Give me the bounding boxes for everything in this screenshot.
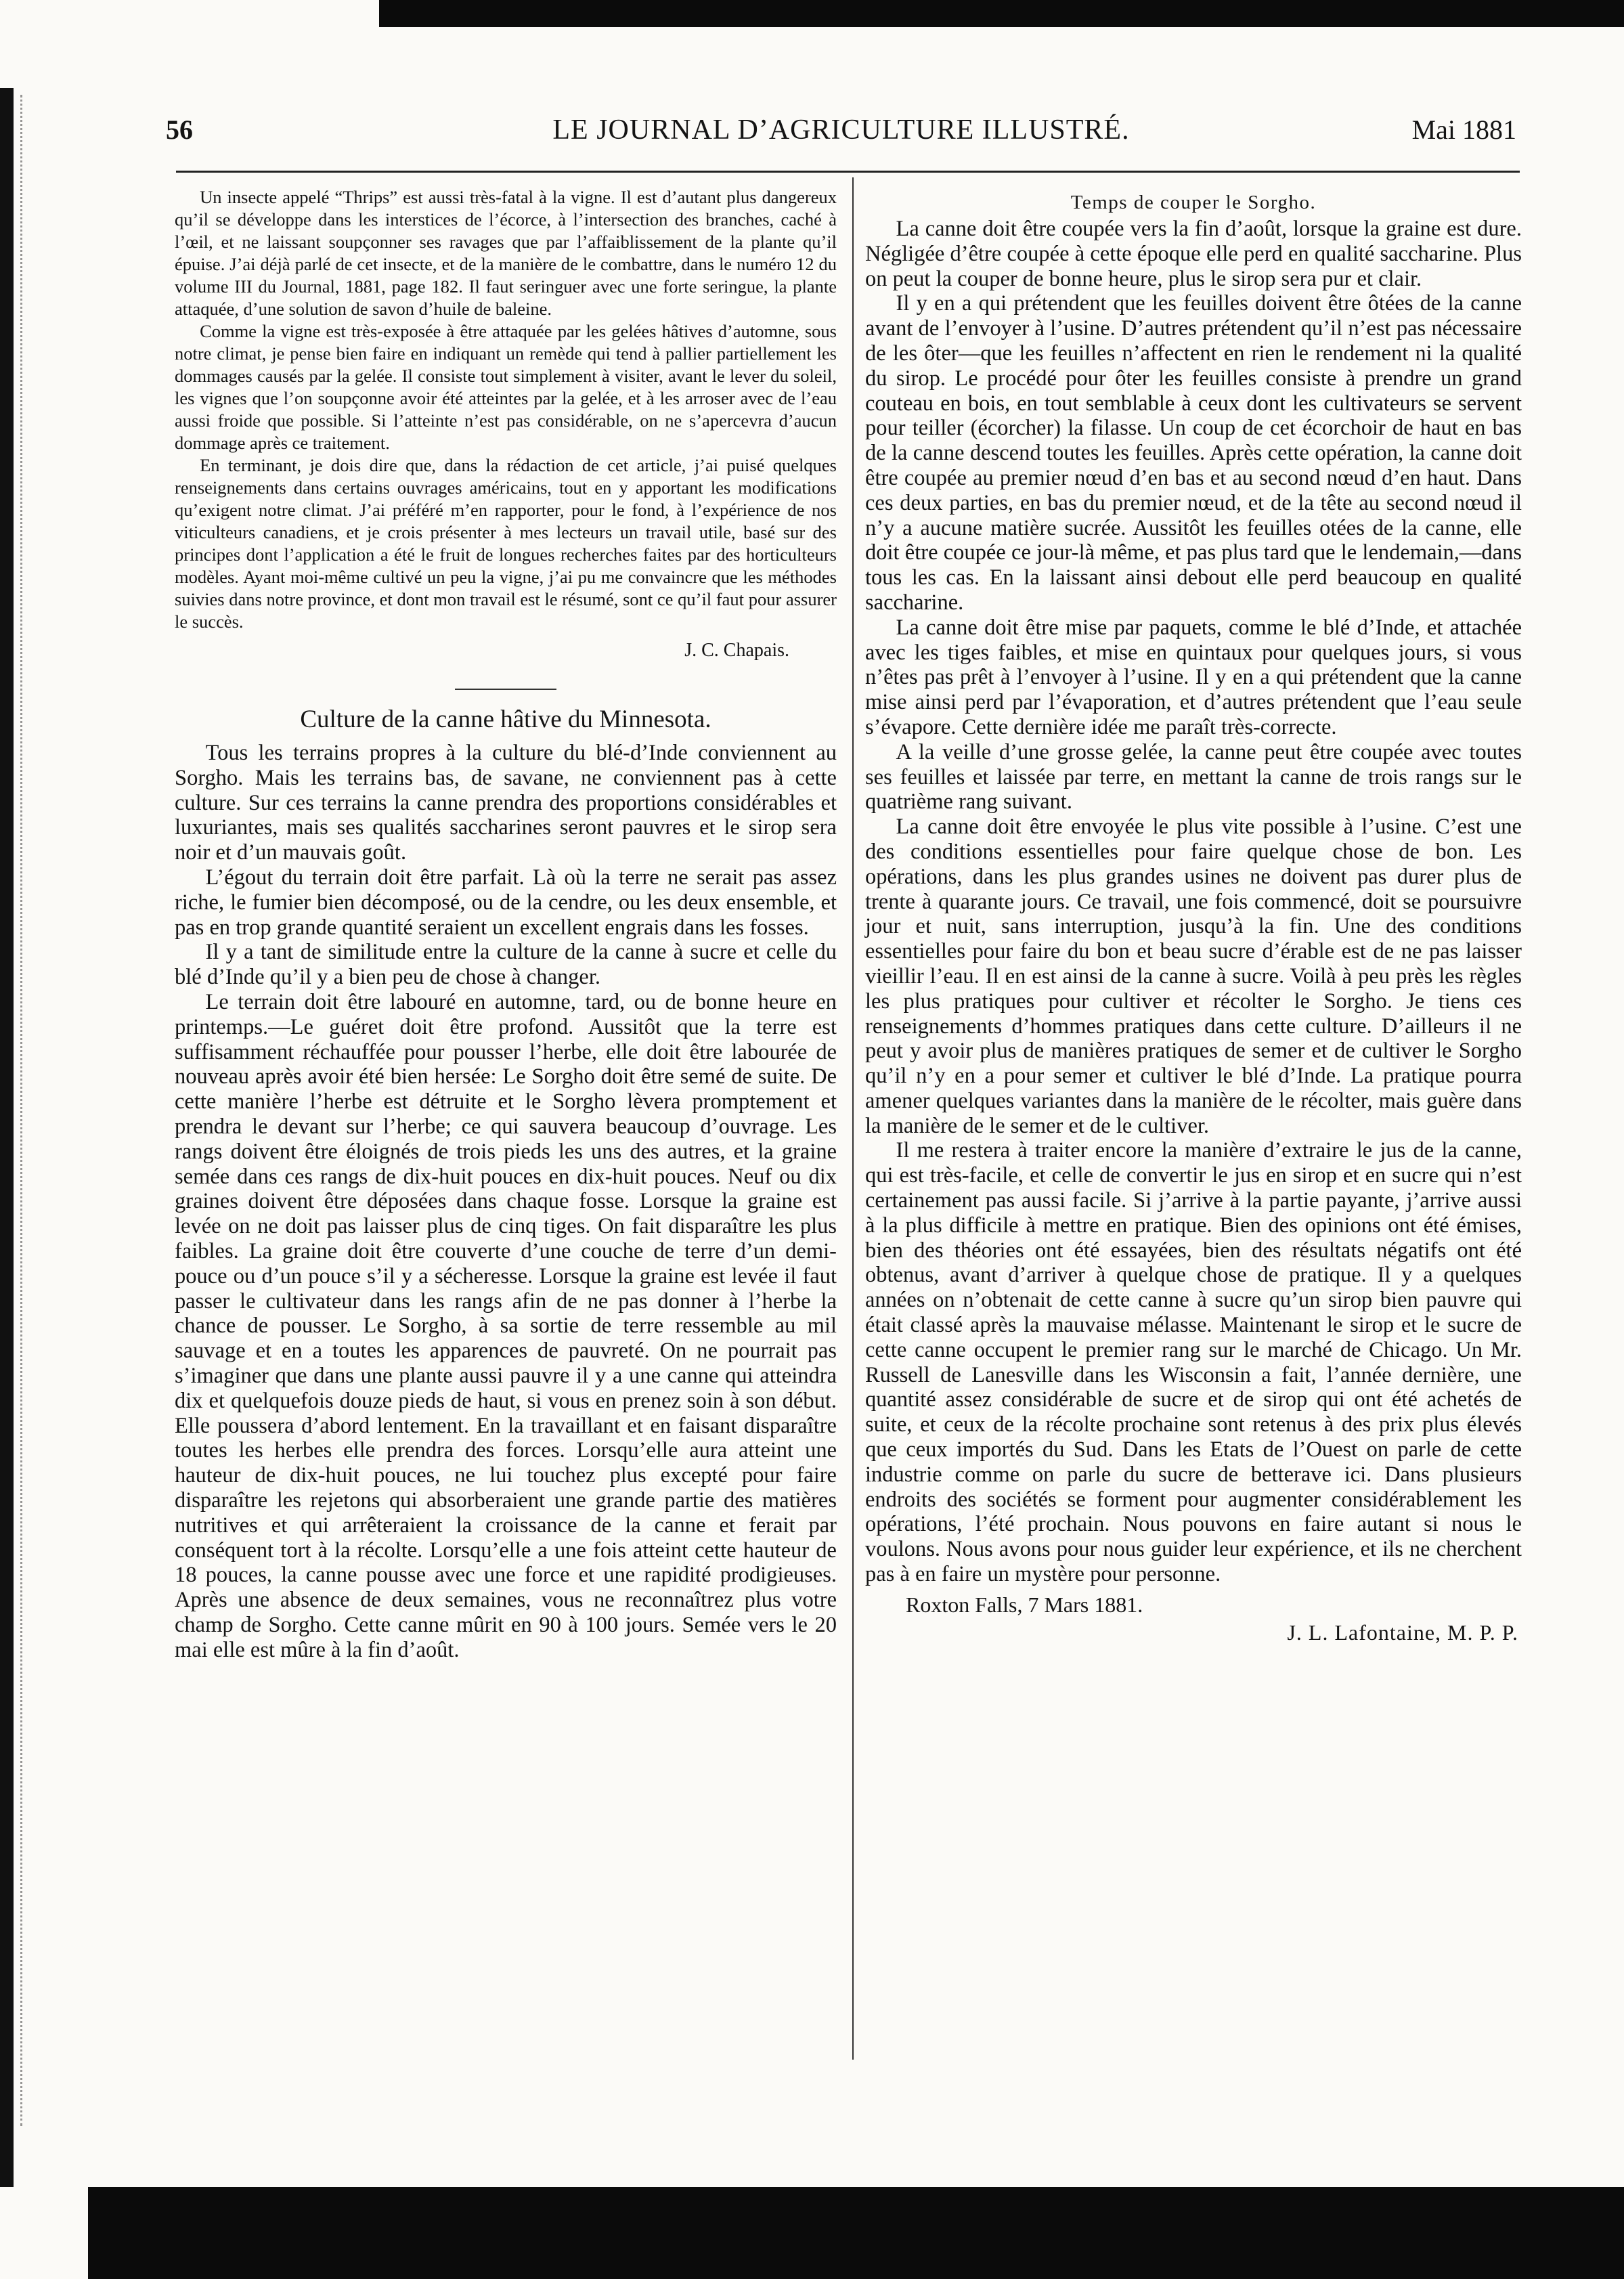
scan-border-left <box>0 88 14 2187</box>
section-body <box>865 217 1522 1587</box>
intro-signature: J. C. Chapais. <box>684 640 789 661</box>
article-paragraph: Le terrain doit être labouré en automne, tard, ou de bonne heure en printemps.—Le guéret doit être profond. Aussitôt que la terre est suffisamment réchauffée pour pousser l’herbe, elle doit être labourée de nouveau après avoir été bien hersée: Le Sorgho doit être semé de suite. De cette manière l’herbe est détruite et le Sorgho lèvera promptement et prendra le devant sur l’herbe; ce qui sauvera beaucoup d’ouvrage. Les rangs doivent être éloignés de trois pieds les uns des autres, et la graine semée dans ces rangs de dix-huit pouces en dix-huit pouces. Neuf ou dix graines doivent être déposées dans chaque fosse. Lorsque la graine est levée on ne doit pas laisser plus de cinq tiges. On fait disparaître les plus faibles. La graine doit être couverte d’une couche de terre d’un demi-pouce ou d’un pouce s’il y a sécheresse. Lorsque la graine est levée il faut passer le cultivateur dans les rangs afin de ne pas donner à l’herbe la chance de pousser. Le Sorgho, à sa sortie de terre ressemble au mil sauvage et en a toutes les apparences de pauvreté. On ne pourrait pas s’imaginer que dans une plante aussi pauvre il y a une canne qui atteindra dix et quelquefois douze pieds de haut, si vous en prenez soin à son début. Elle poussera d’abord lentement. En la travaillant et en faisant disparaître toutes les herbes elle prendra des forces. Lorsqu’elle aura atteint une hauteur de dix-huit pouces, ne lui touchez plus excepté pour faire disparaître les rejetons qui absorberaient une grande partie des matières nutritives et qui arrêteraient la croissance de la canne et ferait par conséquent tort à la récolte. Lorsqu’elle a une fois atteint cette hauteur de 18 pouces, la canne pousse avec une force et une rapidité prodigieuses. Après une absence de deux semaines, vous ne reconnaîtrez plus votre champ de Sorgho. Cette canne mûrit en 90 à 100 jours. Semée vers le 20 mai elle est mûre à la fin d’août. <box>175 989 837 1662</box>
intro-paragraph: Un insecte appelé “Thrips” est aussi très-fatal à la vigne. Il est d’autant plus dangereux qu’il se développe dans les interstices de l’écorce, à l’intersection des branches, caché à l’œil, et ne laissant soupçonner ses ravages que par l’affaiblissement de la plante qu’il épuise. J’ai déjà parlé de cet insecte, et de la manière de le combattre, dans le numéro 12 du volume III du Journal, 1881, page 182. Il faut seringuer avec une forte seringue, la plante attaquée, d’une solution de savon d’huile de baleine. <box>175 187 837 319</box>
page-number: 56 <box>166 114 193 145</box>
article-divider <box>455 689 556 690</box>
scan-border-bottom <box>88 2187 1624 2279</box>
header-rule <box>176 171 1520 173</box>
intro-paragraph: En terminant, je dois dire que, dans la rédaction de cet article, j’ai puisé quelques renseignements dans certains ouvrages américains, tout en y apportant les modifications qu’exigent notre climat. J’ai préféré m’en rapporter, pour le fond, à l’expérience de nos viticulteurs canadiens, et je crois présenter à mes lecteurs un travail utile, basé sur des principes dont l’application a été le fruit de longues recherches faites par des horticulteurs modèles. Ayant moi-même cultivé un peu la vigne, j’ai pu me convaincre que les méthodes suivies dans notre province, et dont mon travail est le résumé, sont ce qu’il faut pour assurer le succès. <box>175 455 837 632</box>
dateline: Roxton Falls, 7 Mars 1881. <box>906 1592 1143 1617</box>
scan-border-top <box>379 0 1624 27</box>
intro-article <box>175 186 837 661</box>
section-paragraph: Il y en a qui prétendent que les feuilles doivent être ôtées de la canne avant de l’envoyer à l’usine. D’autres prétendent qu’il n’est pas nécessaire de les ôter—que les feuilles n’affectent en rien le rendement ni la qualité du sirop. Le procédé pour ôter les feuilles consiste à prendre un grand couteau en bois, en tout semblable à ceux dont les cultivateurs se servent pour teiller (écorcher) la filasse. Un coup de cet écorchoir de haut en bas de la canne descend toutes les feuilles. Après cette opération, la canne doit être coupée au premier nœud d’en bas et au second nœud d’en haut. Dans ces deux parties, en bas du premier nœud, et de la tête au second nœud il n’y a aucune matière sucrée. Aussitôt les feuilles otées de la canne, elle doit être coupée ce jour-là même, et pas plus tard que le lendemain,—dans tous les cas. En la laissant ainsi debout elle perd beaucoup en qualité saccharine. <box>865 291 1522 615</box>
intro-paragraph: Comme la vigne est très-exposée à être attaquée par les gelées hâtives d’automne, sous notre climat, je pense bien faire en indiquant un remède qui tend à pallier partiellement les dommages causés par la gelée. Il consiste tout simplement à visiter, avant le lever du soleil, les vignes que l’on soupçonne avoir été atteintes par la gelée, et à les arroser avec de l’eau aussi froide que possible. Si l’atteinte n’est pas considérable, on ne s’apercevra d’aucun dommage après ce traitement. <box>175 321 837 453</box>
section-paragraph: A la veille d’une grosse gelée, la canne peut être coupée avec toutes ses feuilles et laissée par terre, en mettant la canne de trois rangs sur le quatrième rang suivant. <box>865 739 1522 815</box>
section-paragraph: La canne doit être coupée vers la fin d’août, lorsque la graine est dure. Négligée d’être coupée à cette époque elle perd en qualité saccharine. Plus on peut la couper de bonne heure, plus le sirop sera pur et clair. <box>865 217 1522 291</box>
issue-date: Mai 1881 <box>1411 114 1516 145</box>
section-paragraph: Il me restera à traiter encore la manière d’extraire le jus de la canne, qui est très-facile, et celle de convertir le jus en sirop et en sucre qui n’est certainement pas aussi facile. Si j’arrive à la partie payante, j’arrive aussi à la plus difficile à mettre en pratique. Bien des opinions ont été émises, bien des théories ont été essayées, bien des résultats négatifs ont été obtenus, avant d’arriver à quelque chose de pratique. Il y a quelques années on n’obtenait de cette canne à sucre qu’un sirop bien pauvre qui était classé après la mauvaise mélasse. Maintenant le sirop et le sucre de cette canne occupent le premier rang sur le marché de Chicago. Un Mr. Russell de Lanesville dans les Wisconsin a fait, l’année dernière, une quantité assez considérable de sucre et de sirop qui ont été achetés de suite, et ceux de la récolte prochaine sont retenus à des prix plus élevés que ceux importés du Sud. Dans les Etats de l’Ouest on parle de cette industrie comme on parle du sucre de betterave ici. Dans plusieurs endroits des sociétés se forment pour augmenter considérablement les opérations, l’été prochain. Nous pouvons en faire autant si nous le voulons. Nous avons pour nous guider leur expérience, et ils ne cherchent pas à en faire un mystère pour personne. <box>865 1138 1522 1587</box>
article-paragraph: Tous les terrains propres à la culture du blé-d’Inde conviennent au Sorgho. Mais les terrains bas, de savane, ne conviennent pas à cette culture. Sur ces terrains la canne prendra des proportions considérables et luxuriantes, mais ses qualités saccharines seront pauvres et le sirop sera noir et d’un mauvais goût. <box>175 741 837 865</box>
section-paragraph: La canne doit être envoyée le plus vite possible à l’usine. C’est une des conditions essentielles pour faire quelque chose de bon. Les opérations, dans les plus grandes usines ne doivent pas durer plus de trente à quarante jours. Ce travail, une fois commencé, doit se poursuivre jour et nuit, sans interruption, jusqu’à la fin. Une des conditions essentielles pour faire du bon et beau sucre d’érable est de ne pas laisser vieillir l’eau. Il en est ainsi de la canne à sucre. Voilà à peu près les règles les plus pratiques pour cultiver et récolter le Sorgho. Je tiens ces renseignements d’hommes pratiques dans cette culture. D’ailleurs il ne peut y avoir plus de manières pratiques de semer et de cultiver le Sorgho qu’il n’y en a pour semer et cultiver le blé d’Inde. La pratique pourra amener quelques variantes dans la manière de le récolter, mais guère dans la manière de le semer et de le cultiver. <box>865 815 1522 1138</box>
column-separator <box>852 177 854 2060</box>
article-title: Culture de la canne hâtive du Minnesota. <box>300 706 711 733</box>
page-header <box>166 108 1516 162</box>
left-column <box>175 186 837 1662</box>
section-paragraph: La canne doit être mise par paquets, comme le blé d’Inde, et attachée avec les tiges faibles, et mise en quintaux pour quelques jours, si vous n’êtes pas prêt à l’envoyer à l’usine. Il y en a qui prétendent que la canne mise ainsi perd par l’évaporation, et d’autres prétendent que l’eau seule s’évapore. Cette dernière idée me paraît très-correcte. <box>865 615 1522 739</box>
journal-title: LE JOURNAL D’AGRICULTURE ILLUSTRÉ. <box>552 114 1130 146</box>
article-paragraph: L’égout du terrain doit être parfait. Là où la terre ne serait pas assez riche, le fumier bien décomposé, ou de la cendre, ou les deux ensemble, et pas en trop grande quantité seraient un excellent engrais dans les fosses. <box>175 865 837 940</box>
binding-margin <box>20 95 43 2126</box>
article-body <box>175 741 837 1662</box>
article-paragraph: Il y a tant de similitude entre la culture de la canne à sucre et celle du blé d’Inde qu’il y a bien peu de chose à changer. <box>175 940 837 990</box>
right-column <box>865 186 1522 1645</box>
author-signature: J. L. Lafontaine, M. P. P. <box>1287 1620 1518 1645</box>
section-title: Temps de couper le Sorgho. <box>1070 192 1317 213</box>
